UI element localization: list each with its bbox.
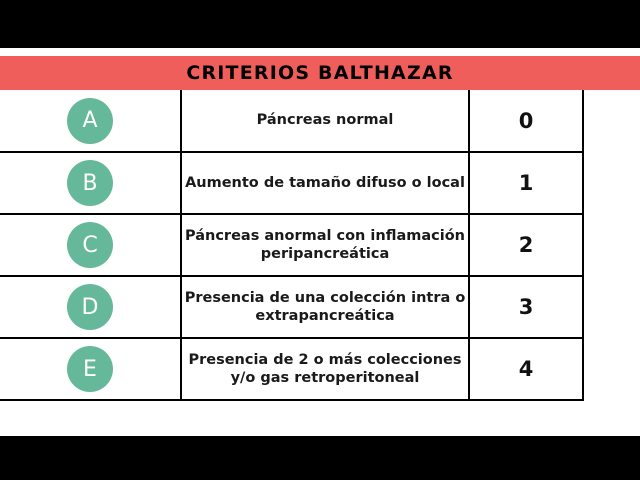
row-letter-cell — [0, 214, 181, 276]
grade-badge: B — [67, 160, 113, 206]
row-description-cell — [181, 276, 469, 338]
row-description: Páncreas anormal con inflamación peripancreática — [184, 227, 466, 262]
table-row — [0, 152, 583, 214]
row-description: Presencia de una colección intra o extrapancreática — [184, 289, 466, 324]
row-score: 2 — [518, 233, 534, 257]
row-letter-cell — [0, 152, 181, 214]
criteria-table — [0, 90, 584, 401]
table-row — [0, 90, 583, 152]
row-score-cell — [469, 152, 583, 214]
row-score: 3 — [518, 295, 534, 319]
row-score-cell — [469, 214, 583, 276]
row-description-cell — [181, 338, 469, 400]
row-description-cell — [181, 90, 469, 152]
grade-badge: A — [67, 98, 113, 144]
row-score: 4 — [518, 357, 534, 381]
table-row — [0, 276, 583, 338]
row-description: Presencia de 2 o más colecciones y/o gas retroperitoneal — [188, 351, 462, 386]
row-letter-cell — [0, 338, 181, 400]
row-score-cell — [469, 338, 583, 400]
row-score-cell — [469, 90, 583, 152]
page-title: CRITERIOS BALTHAZAR — [186, 62, 454, 84]
row-description: Aumento de tamaño difuso o local — [185, 174, 465, 191]
row-letter-cell — [0, 90, 181, 152]
row-score: 1 — [518, 171, 534, 195]
table-row — [0, 338, 583, 400]
row-description: Páncreas normal — [256, 112, 394, 129]
table-row — [0, 214, 583, 276]
grade-badge: C — [67, 222, 113, 268]
row-score-cell — [469, 276, 583, 338]
row-letter-cell — [0, 276, 181, 338]
title-bar — [0, 56, 640, 90]
row-score: 0 — [518, 108, 534, 133]
grade-badge: D — [67, 284, 113, 330]
row-description-cell — [181, 152, 469, 214]
row-description-cell — [181, 214, 469, 276]
grade-badge: E — [67, 346, 113, 392]
